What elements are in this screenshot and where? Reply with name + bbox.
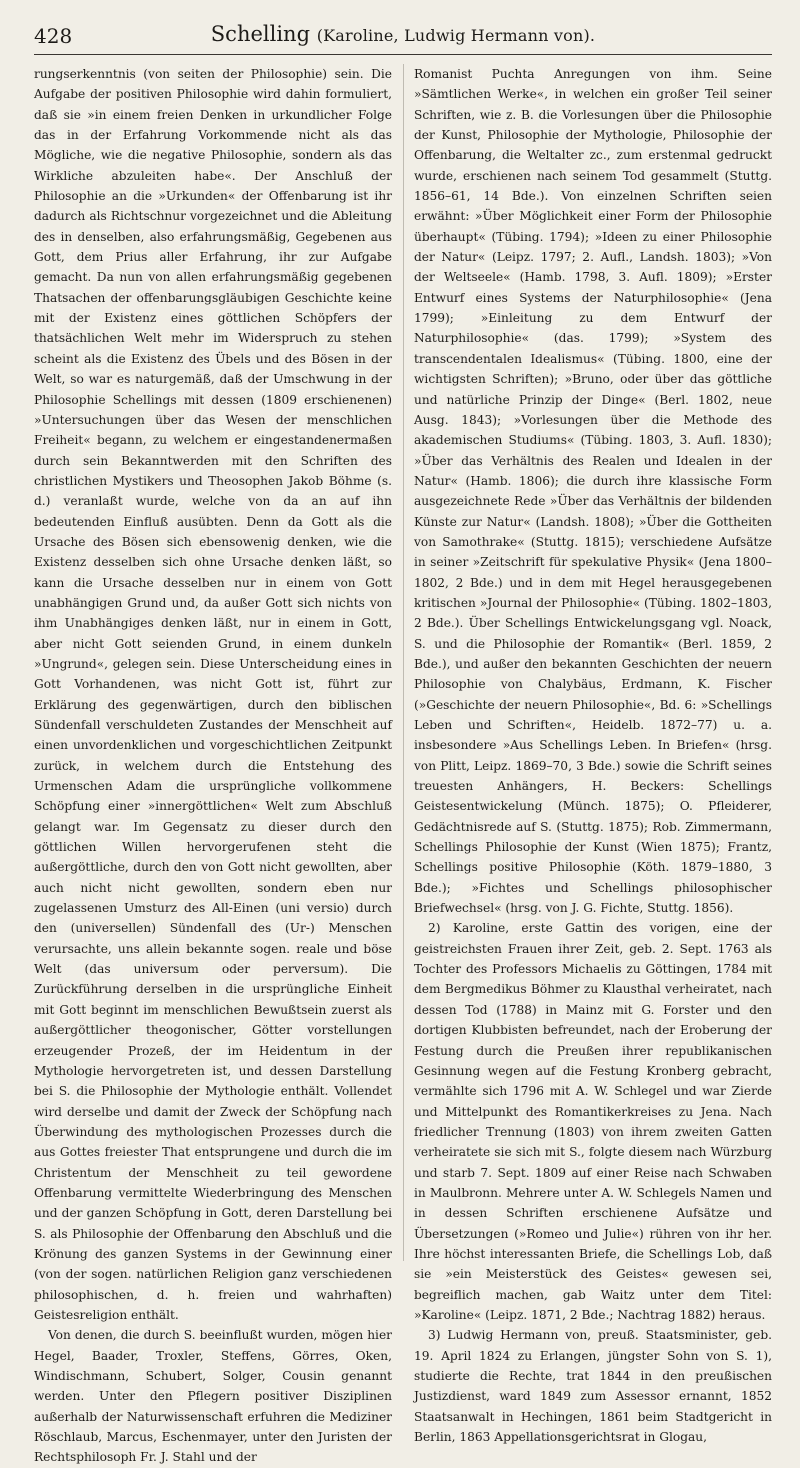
running-head xyxy=(34,22,772,46)
paragraph-works: Romanist Puchta Anregungen von ihm. Seine »Sämtlichen Werke«, in welchen ein großer Teil seiner Schriften, wie z. B. die Vorlesungen über die Philosophie der Kunst, Philosophie der Mythologie, Philosophie der Offenbarung, die Weltalter zc., zum erstenmal gedruckt wurde, erschienen nach seinem Tod gesammelt (Stuttg. 1856–61, 14 Bde.). Von einzelnen Schriften seien erwähnt: »Über Möglichkeit einer Form der Philosophie überhaupt« (Tübing. 1794); »Ideen zu einer Philosophie der Natur« (Leipz. 1797; 2. Aufl., Landsh. 1803); »Von der Weltseele« (Hamb. 1798, 3. Aufl. 1809); »Erster Entwurf eines Systems der Naturphilosophie« (Jena 1799); »Einleitung zu dem Entwurf der Naturphilosophie« (das. 1799); »System des transcendentalen Idealismus« (Tübing. 1800, eine der wichtigsten Schriften); »Bruno, oder über das göttliche und natürliche Prinzip der Dinge« (Berl. 1802, neue Ausg. 1843); »Vorlesungen über die Methode des akademischen Studiums« (Tübing. 1803, 3. Aufl. 1830); »Über das Verhältnis des Realen und Idealen in der Natur« (Hamb. 1806); die durch ihre klassische Form ausgezeichnete Rede »Über das Verhältnis der bildenden Künste zur Natur« (Landsh. 1808); »Über die Gottheiten von Samothrake« (Stuttg. 1815); verschiedene Aufsätze in seiner »Zeitschrift für spekulative Physik« (Jena 1800–1802, 2 Bde.) und in dem mit Hegel herausgegebenen kritischen »Journal der Philosophie« (Tübing. 1802–1803, 2 Bde.). Über Schellings Entwickelungsgang vgl. Noack, S. und die Philosophie der Romantik« (Berl. 1859, 2 Bde.), und außer den bekannten Geschichten der neuern Philosophie von Chalybäus, Erdmann, K. Fischer (»Geschichte der neuern Philosophie«, Bd. 6: »Schellings Leben und Schriften«, Heidelb. 1872–77) u. a. insbesondere »Aus Schellings Leben. In Briefen« (hrsg. von Plitt, Leipz. 1869–70, 3 Bde.) sowie die Schrift seines treuesten Anhängers, H. Beckers: Schellings Geistesentwickelung (Münch. 1875); O. Pfleiderer, Gedächtnisrede auf S. (Stuttg. 1875); Rob. Zimmermann, Schellings Philosophie der Kunst (Wien 1875); Frantz, Schellings positive Philosophie (Köth. 1879–1880, 3 Bde.); »Fichtes und Schellings philosophischer Briefwechsel« (hrsg. von J. G. Fichte, Stuttg. 1856). xyxy=(414,67,772,916)
right-column xyxy=(414,64,772,1445)
paragraph-influence: Von denen, die durch S. beeinflußt wurden, mögen hier Hegel, Baader, Troxler, Steffens, Görres, Oken, Windischmann, Schubert, Solger, Cousin genannt werden. Unter den Pflegern positiver Disziplinen außerhalb der Naturwissenschaft erfuhren die Mediziner Röschlaub, Marcus, Eschenmayer, unter den Juristen der Rechtsphilosoph Fr. J. Stahl und der xyxy=(34,1328,392,1465)
page-header xyxy=(34,20,772,55)
paragraph-schelling-philosophy: rungserkenntnis (von seiten der Philosophie) sein. Die Aufgabe der positiven Philosophie wird dahin formuliert, daß sie »in einem freien Denken in urkundlicher Folge das in der Erfahrung Vorkommende nicht als das Mögliche, wie die negative Philosophie, sondern als das Wirkliche abzuleiten habe«. Der Anschluß der Philosophie an die »Urkunden« der Offenbarung ist ihr dadurch als Richtschnur vorgezeichnet und die Ableitung des in denselben, also erfahrungsmäßig, Gegebenen aus Gott, dem Prius aller Erfahrung, ihr zur Aufgabe gemacht. Da nun von allen erfahrungsmäßig gegebenen Thatsachen der offenbarungsgläubigen Geschichte keine mit der Existenz eines göttlichen Schöpfers der thatsächlichen Welt mehr im Widerspruch zu stehen scheint als die Existenz des Übels und des Bösen in der Welt, so war es naturgemäß, daß der Umschwung in der Philosophie Schellings mit dessen (1809 erschienenen) »Untersuchungen über das Wesen der menschlichen Freiheit« begann, zu welchem er eingestandenermaßen durch sein Bekanntwerden mit den Schriften des christlichen Mystikers und Theosophen Jakob Böhme (s. d.) veranlaßt wurde, welche von da an auf ihn bedeutenden Einfluß ausübten. Denn da Gott als die Ursache des Bösen sich ebensowenig denken, wie die Existenz desselben sich ohne Ursache denken läßt, so kann die Ursache desselben nur in einem von Gott unabhängigen Grund und, da außer Gott sich nichts von ihm Unabhängiges denken läßt, nur in einem in Gott, aber nicht Gott seienden Grund, in einem dunkeln »Ungrund«, gelegen sein. Diese Unterscheidung eines in Gott Vorhandenen, was nicht Gott ist, führt zur Erklärung des gegenwärtigen, durch den biblischen Sündenfall verschuldeten Zustandes der Menschheit auf einen unvordenklichen und vorgeschichtlichen Zeitpunkt zurück, in welchem durch die Entstehung des Urmenschen Adam die ursprüngliche vollkommene Schöpfung einer »innergöttlichen« Welt zum Abschluß gelangt war. Im Gegensatz zu dieser durch den göttlichen Willen hervorgerufenen steht die außergöttliche, durch den von Gott nicht gewollten, aber auch nicht nicht gewollten, sondern eben nur zugelassenen Umsturz des All-Einen (uni versio) durch den (universellen) Sündenfall des (Ur-) Menschen verursachte, uns allein bekannte sogen. reale und böse Welt (das universum oder perversum). Die Zurückführung derselben in die ursprüngliche Einheit mit Gott beginnt im menschlichen Bewußtsein zuerst als außergöttlicher theogonischer, Götter vorstellungen erzeugender Prozeß, der im Heidentum in der Mythologie hervorgetreten ist, und dessen Darstellung bei S. die Philosophie der Mythologie enthält. Vollendet wird derselbe und damit der Zweck der Schöpfung nach Überwindung des mythologischen Prozesses durch die aus Gottes freiester That entsprungene und durch die im Christentum der Menschheit zu teil gewordene Offenbarung vermittelte Wiederbringung des Menschen und der ganzen Schöpfung in Gott, deren Darstellung bei S. als Philosophie der Offenbarung den Abschluß und die Krönung des ganzen Systems in der Gewinnung einer (von der sogen. natürlichen Religion ganz verschiedenen philosophischen, d. h. freien und wahrhaften) Geistesreligion enthält. xyxy=(34,67,392,1322)
page-number: 428 xyxy=(34,24,73,48)
entry-karoline: 2) Karoline, erste Gattin des vorigen, eine der geistreichsten Frauen ihrer Zeit, geb. 2. Sept. 1763 als Tochter des Professors Michaelis zu Göttingen, 1784 mit dem Bergmedikus Böhmer zu Klausthal verheiratet, nach dessen Tod (1788) in Mainz mit G. Forster und den dortigen Klubbisten befreundet, nach der Eroberung der Festung durch die Preußen ihrer republikanischen Gesinnung wegen auf die Festung Kronberg gebracht, vermählte sich 1796 mit A. W. Schlegel und war Zierde und Mittelpunkt des Romantikerkreises zu Jena. Nach friedlicher Trennung (1803) von ihrem zweiten Gatten verheiratete sie sich mit S., folgte diesem nach Würzburg und starb 7. Sept. 1809 auf einer Reise nach Schwaben in Maulbronn. Mehrere unter A. W. Schlegels Namen und in dessen Schriften erschienene Aufsätze und Übersetzungen (»Romeo und Julie«) rühren von ihr her. Ihre höchst interessanten Briefe, die Schellings Lob, daß sie »ein Meisterstück des Geistes« gewesen sei, begreiflich machen, gab Waitz unter dem Titel: »Karoline« (Leipz. 1871, 2 Bde.; Nachtrag 1882) heraus. xyxy=(414,921,772,1322)
left-column xyxy=(34,64,392,1465)
entry-ludwig-hermann: 3) Ludwig Hermann von, preuß. Staatsminister, geb. 19. April 1824 zu Erlangen, jüngster Sohn von S. 1), studierte die Rechte, trat 1844 in den preußischen Justizdienst, ward 1849 zum Assessor ernannt, 1852 Staatsanwalt in Hechingen, 1861 beim Stadtgericht in Berlin, 1863 Appellationsgerichtsrat in Glogau, xyxy=(414,1328,772,1445)
running-head-subtitle: (Karoline, Ludwig Hermann von). xyxy=(316,26,596,45)
column-divider xyxy=(403,64,404,1261)
running-head-title: Schelling xyxy=(210,22,311,46)
text-columns xyxy=(34,64,772,1465)
